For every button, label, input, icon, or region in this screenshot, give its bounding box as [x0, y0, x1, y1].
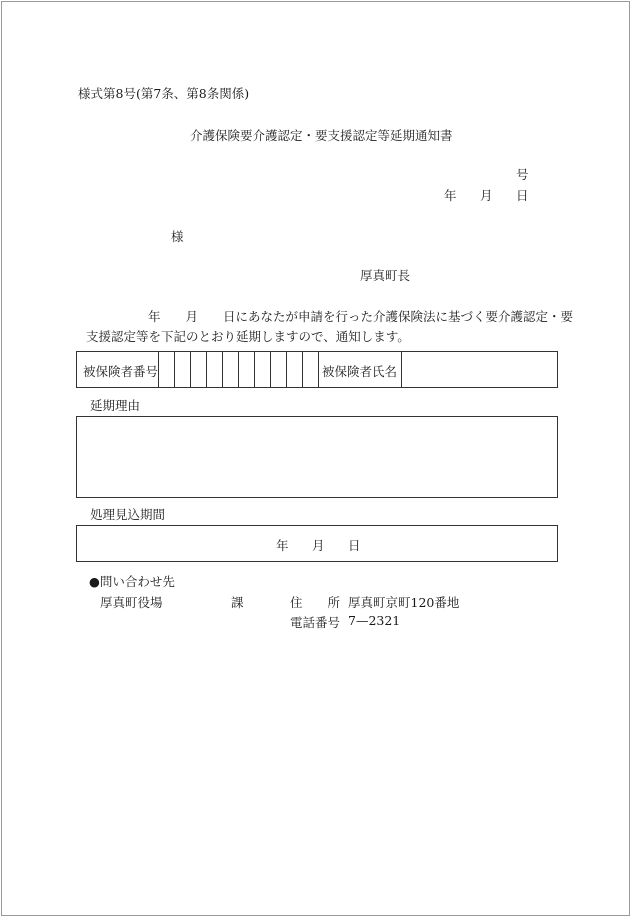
digit-cell-divider — [270, 352, 271, 387]
document-number-suffix: 号 — [516, 167, 529, 182]
issuer-name: 厚真町長 — [360, 268, 411, 283]
document-title: 介護保険要介護認定・要支援認定等延期通知書 — [190, 128, 453, 143]
form-number-label: 様式第8号(第7条、第8条関係) — [78, 86, 250, 101]
table-divider — [401, 352, 402, 387]
table-divider — [158, 352, 159, 387]
postponement-reason-box — [76, 416, 558, 498]
digit-cell-divider — [286, 352, 287, 387]
address-label: 住 所 — [290, 595, 341, 610]
office-name: 厚真町役場 — [100, 595, 163, 610]
section-label: 課 — [231, 595, 244, 610]
body-text-line2: 支援認定等を下記のとおり延期しますので、通知します。 — [86, 329, 410, 344]
expected-period-box — [76, 525, 558, 562]
digit-cell-divider — [302, 352, 303, 387]
postponement-reason-label: 延期理由 — [90, 398, 141, 413]
issue-date-day: 日 — [516, 188, 529, 203]
digit-cell-divider — [190, 352, 191, 387]
table-divider — [318, 352, 319, 387]
insured-number-label: 被保険者番号 — [83, 364, 159, 379]
phone-label: 電話番号 — [290, 615, 341, 630]
phone-value: 7—2321 — [348, 613, 401, 628]
insured-info-table — [76, 351, 558, 388]
issue-date-year: 年 — [444, 188, 457, 203]
expected-period-label: 処理見込期間 — [90, 507, 166, 522]
insured-name-label: 被保険者氏名 — [322, 364, 398, 379]
issue-date-month: 月 — [480, 188, 493, 203]
digit-cell-divider — [238, 352, 239, 387]
body-text-line1: 年 月 日にあなたが申請を行った介護保険法に基づく要介護認定・要 — [148, 309, 574, 324]
period-month: 月 — [312, 538, 325, 553]
period-year: 年 — [276, 538, 289, 553]
recipient-suffix: 様 — [171, 229, 184, 244]
contact-heading: ●問い合わせ先 — [89, 574, 175, 589]
digit-cell-divider — [174, 352, 175, 387]
digit-cell-divider — [254, 352, 255, 387]
digit-cell-divider — [222, 352, 223, 387]
period-day: 日 — [348, 538, 361, 553]
address-value: 厚真町京町120番地 — [348, 595, 460, 610]
digit-cell-divider — [206, 352, 207, 387]
